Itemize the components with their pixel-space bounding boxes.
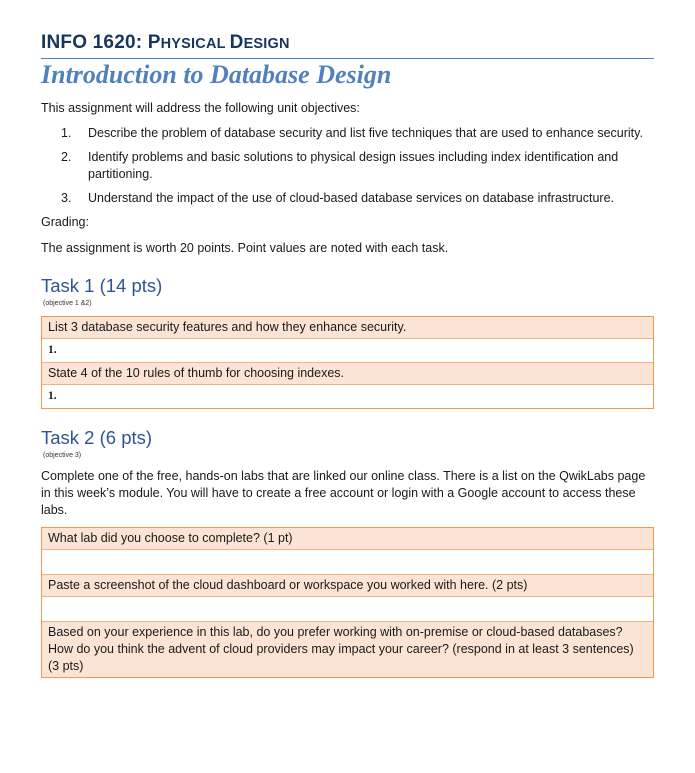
task2-answer-1[interactable] [42,549,653,574]
task2-question-3: Based on your experience in this lab, do you prefer working with on-premise or cloud-based databases? How do you think the advent of cloud providers may impact your career? (respond in at least 3 sentences) (3 pts) [42,621,653,677]
objective-text: Describe the problem of database security and list five techniques that are used to enhance security. [88,126,643,140]
task2-answer-2[interactable] [42,596,653,621]
task2-question-1: What lab did you choose to complete? (1 pt) [42,528,653,549]
task2-instructions: Complete one of the free, hands-on labs that are linked our online class. There is a list on the QwikLabs page in this week’s module. You will have to create a free account or login with a Google account to access these labs. [41,469,646,517]
document-title: Introduction to Database Design [41,60,392,89]
objectives-list [41,125,654,207]
objective-item [41,149,654,183]
course-code: INFO 1620: [41,32,148,53]
task2-question-2: Paste a screenshot of the cloud dashboard or workspace you worked with here. (2 pts) [42,574,653,596]
task1-answer-1[interactable]: 1. [42,338,653,362]
objective-text: Identify problems and basic solutions to physical design issues including index identification and partitioning. [88,150,619,181]
task1-heading: Task 1 (14 pts) [41,275,163,296]
grading-label: Grading: [41,215,89,229]
task1-table [41,316,654,409]
task1-objective-note: (objective 1 &2) [43,300,92,307]
grading-text: The assignment is worth 20 points. Point values are noted with each task. [41,241,449,255]
objective-number: 2. [61,150,72,164]
course-title-esign: ESIGN [243,36,290,52]
task2-heading: Task 2 (6 pts) [41,427,153,448]
task1-question-2: State 4 of the 10 rules of thumb for choosing indexes. [42,362,653,384]
objective-item [41,125,654,142]
document-page [41,30,654,678]
objective-number: 1. [61,126,72,140]
objective-item [41,190,654,207]
task2-objective-note: (objective 3) [43,452,82,459]
objective-number: 3. [61,191,72,205]
course-title-hysical: HYSICAL [160,36,230,52]
course-title [41,30,654,57]
course-title-p: P [147,32,161,53]
task2-table [41,527,654,678]
intro-text: This assignment will address the following unit objectives: [41,101,360,115]
course-title-d: D [229,32,244,53]
objective-text: Understand the impact of the use of cloud-based database services on database infrastructure. [88,191,615,205]
task1-answer-2[interactable]: 1. [42,384,653,408]
task1-question-1: List 3 database security features and how they enhance security. [42,317,653,338]
